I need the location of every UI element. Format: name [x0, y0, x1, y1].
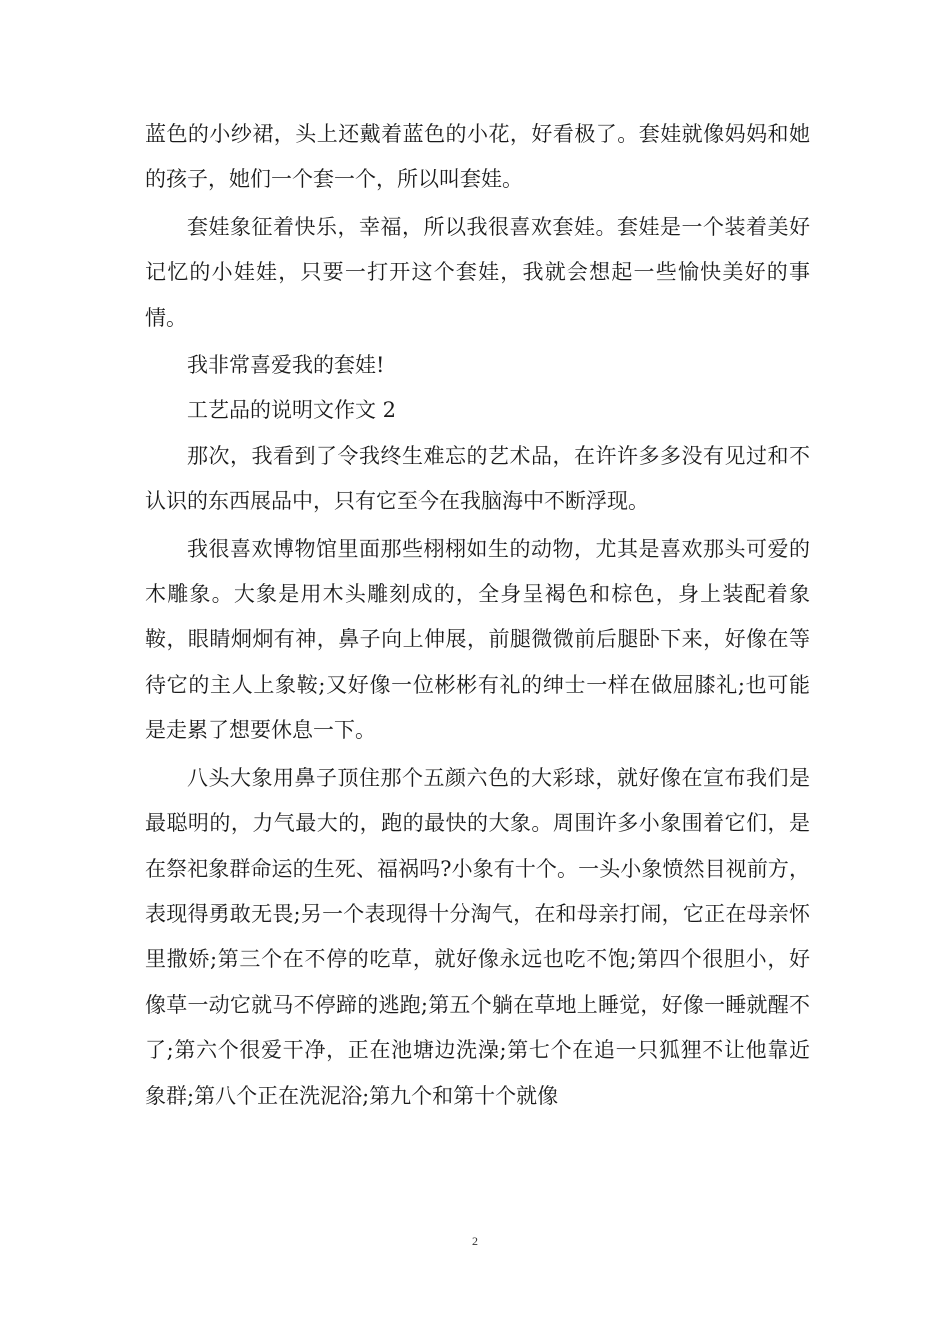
paragraph: 我非常喜爱我的套娃! [187, 353, 385, 378]
paragraph: 蓝色的小纱裙，头上还戴着蓝色的小花，好看极了。套娃就像妈妈和她的孩子，她们一个套一个，所以叫套娃。 [145, 122, 810, 192]
page-number: 2 [472, 1234, 478, 1248]
paragraph: 那次，我看到了令我终生难忘的艺术品，在许许多多没有见过和不认识的东西展品中，只有它至今在我脑海中不断浮现。 [145, 443, 810, 514]
paragraph: 八头大象用鼻子顶住那个五颜六色的大彩球，就好像在宣布我们是最聪明的，力气最大的，跑的最快的大象。周围许多小象围着它们，是在祭祀象群命运的生死、福祸吗?小象有十个。一头小象愤然目视前方，表现得勇敢无畏;另一个表现得十分淘气，在和母亲打闹，它正在母亲怀里撒娇;第三个在不停的吃草，就好像永远也吃不饱;第四个很胆小，好像草一动它就马不停蹄的逃跑;第五个躺在草地上睡觉，好像一睡就醒不了;第六个很爱干净，正在池塘边洗澡;第七个在追一只狐狸不让他靠近象群;第八个正在洗泥浴;第九个和第十个就像 [145, 765, 810, 1108]
section-heading: 工艺品的说明文作文 2 [187, 398, 397, 423]
paragraph: 我很喜欢博物馆里面那些栩栩如生的动物，尤其是喜欢那头可爱的木雕象。大象是用木头雕刻成的，全身呈褐色和棕色，身上装配着象鞍，眼睛炯炯有神，鼻子向上伸展，前腿微微前后腿卧下来，好像在等待它的主人上象鞍;又好像一位彬彬有礼的绅士一样在做屈膝礼;也可能是走累了想要休息一下。 [145, 536, 810, 743]
body-text [145, 112, 810, 1119]
paragraph: 套娃象征着快乐，幸福，所以我很喜欢套娃。套娃是一个装着美好记忆的小娃娃，只要一打开这个套娃，我就会想起一些愉快美好的事情。 [145, 214, 810, 330]
